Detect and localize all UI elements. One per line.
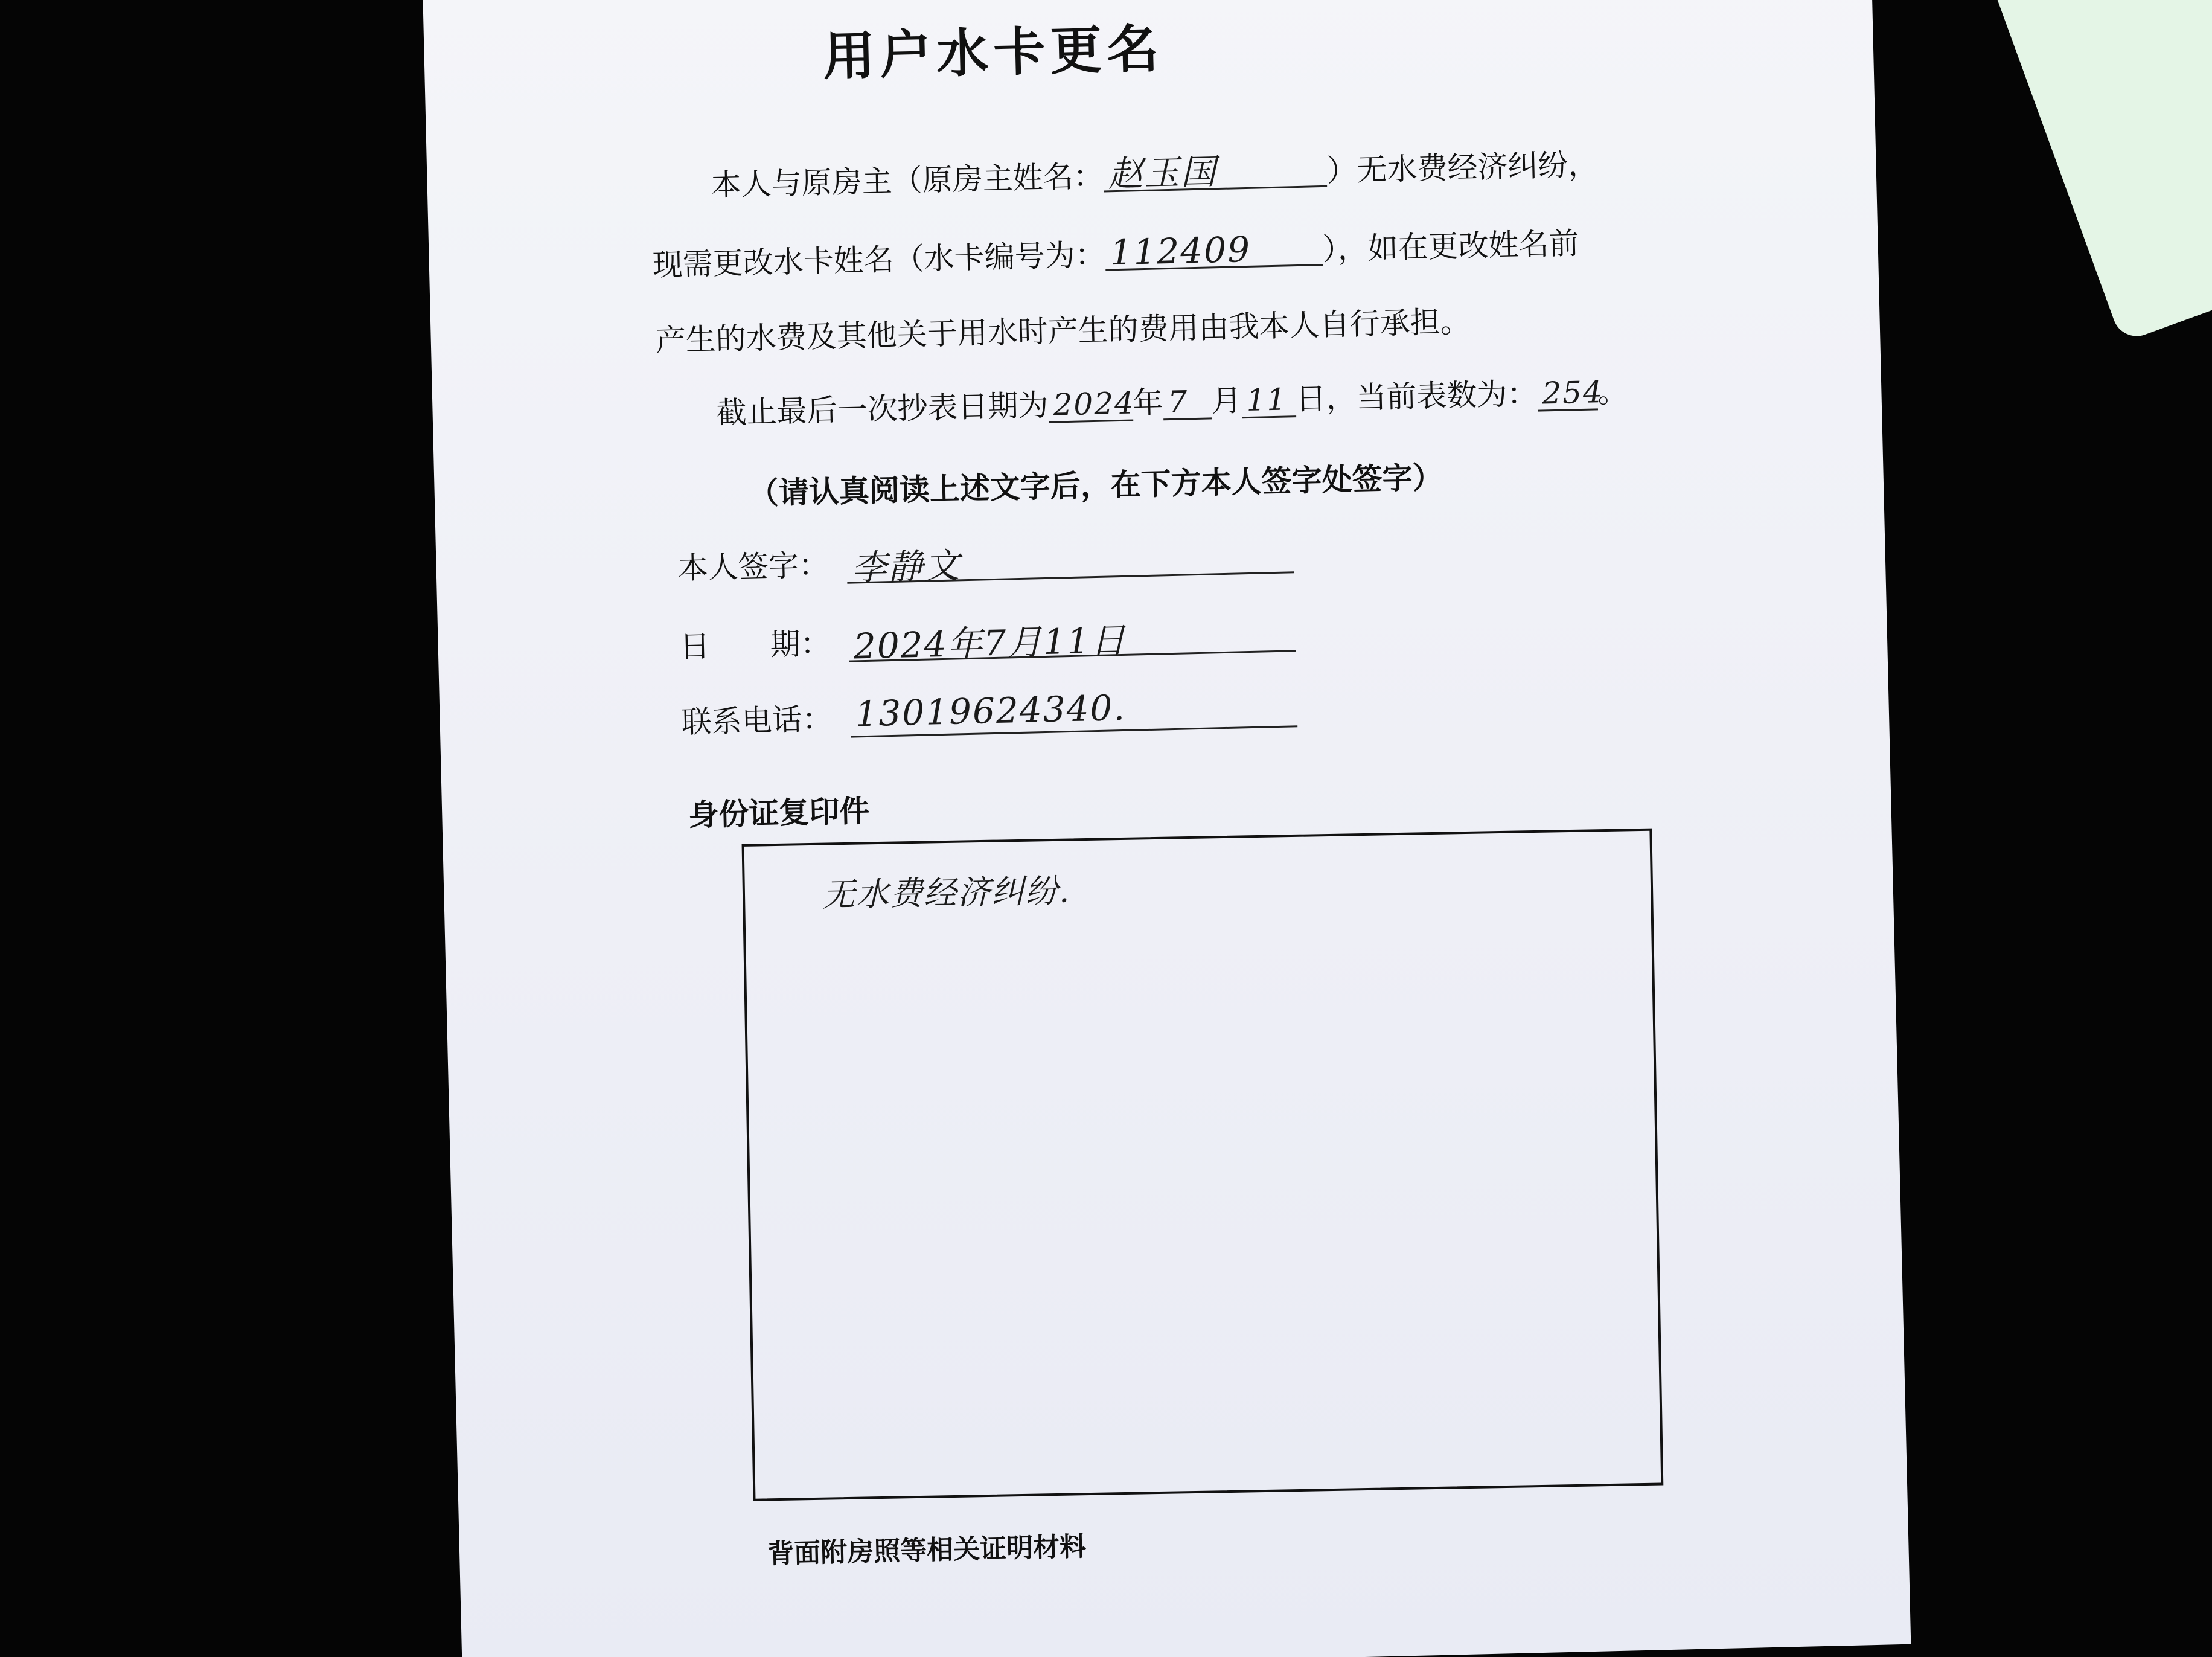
signature-label: 本人签字： [677,547,830,586]
signature-row [677,529,1294,592]
card-line-prefix: 现需更改水卡姓名（水卡编号为： [652,237,1106,283]
former-owner-name: 赵玉国 [1107,151,1218,195]
card-number: 112409 [1109,228,1251,274]
reading-month-field [1163,380,1212,420]
phone-label: 联系电话： [681,701,833,740]
reading-end: 。 [1597,374,1628,410]
signing-instruction: （请认真阅读上述文字后，在下方本人签字处签字） [748,460,1443,511]
signature-value: 李静文 [851,545,961,589]
owner-line [711,141,1599,207]
phone-row [681,683,1298,746]
reading-month: 7 [1167,384,1189,420]
owner-line-prefix: 本人与原房主（原房主姓名： [711,158,1104,203]
reading-day-unit: 日，当前表数为： [1295,376,1538,417]
reading-year-field [1048,382,1136,423]
reading-year: 2024 [1052,385,1136,423]
document-sheet [423,0,1911,1657]
liability-line: 产生的水费及其他关于用水时产生的费用由我本人自行承担。 [655,304,1471,359]
id-copy-box [742,828,1664,1501]
meter-value: 254 [1541,374,1604,411]
signature-field [846,529,1294,589]
date-label: 日 期： [679,626,831,665]
id-box-note: 无水费经济纠纷. [822,871,1071,914]
former-owner-field [1103,148,1327,193]
reading-day-field [1241,378,1297,418]
card-line [652,220,1579,286]
date-value: 2024年7月11日 [853,619,1127,667]
reading-day: 11 [1245,382,1288,418]
card-number-field [1105,226,1323,274]
background-green-sheet [1978,0,2212,343]
meter-reading-line [716,370,1628,434]
id-copy-label: 身份证复印件 [688,793,870,833]
reading-year-unit: 年 [1132,385,1164,421]
date-row [679,607,1296,670]
owner-line-suffix: ）无水费经济纠纷， [1326,147,1599,188]
meter-value-field [1537,371,1604,411]
reading-month-unit: 月 [1210,383,1242,419]
phone-value: 13019624340. [854,687,1127,735]
document-title: 用户水卡更名 [822,19,1165,88]
date-field [848,607,1296,667]
reading-prefix: 截止最后一次抄表日期为 [716,387,1049,431]
attachment-note: 背面附房照等相关证明材料 [767,1531,1087,1570]
phone-field [850,683,1298,737]
card-line-suffix: ），如在更改姓名前 [1322,225,1580,267]
